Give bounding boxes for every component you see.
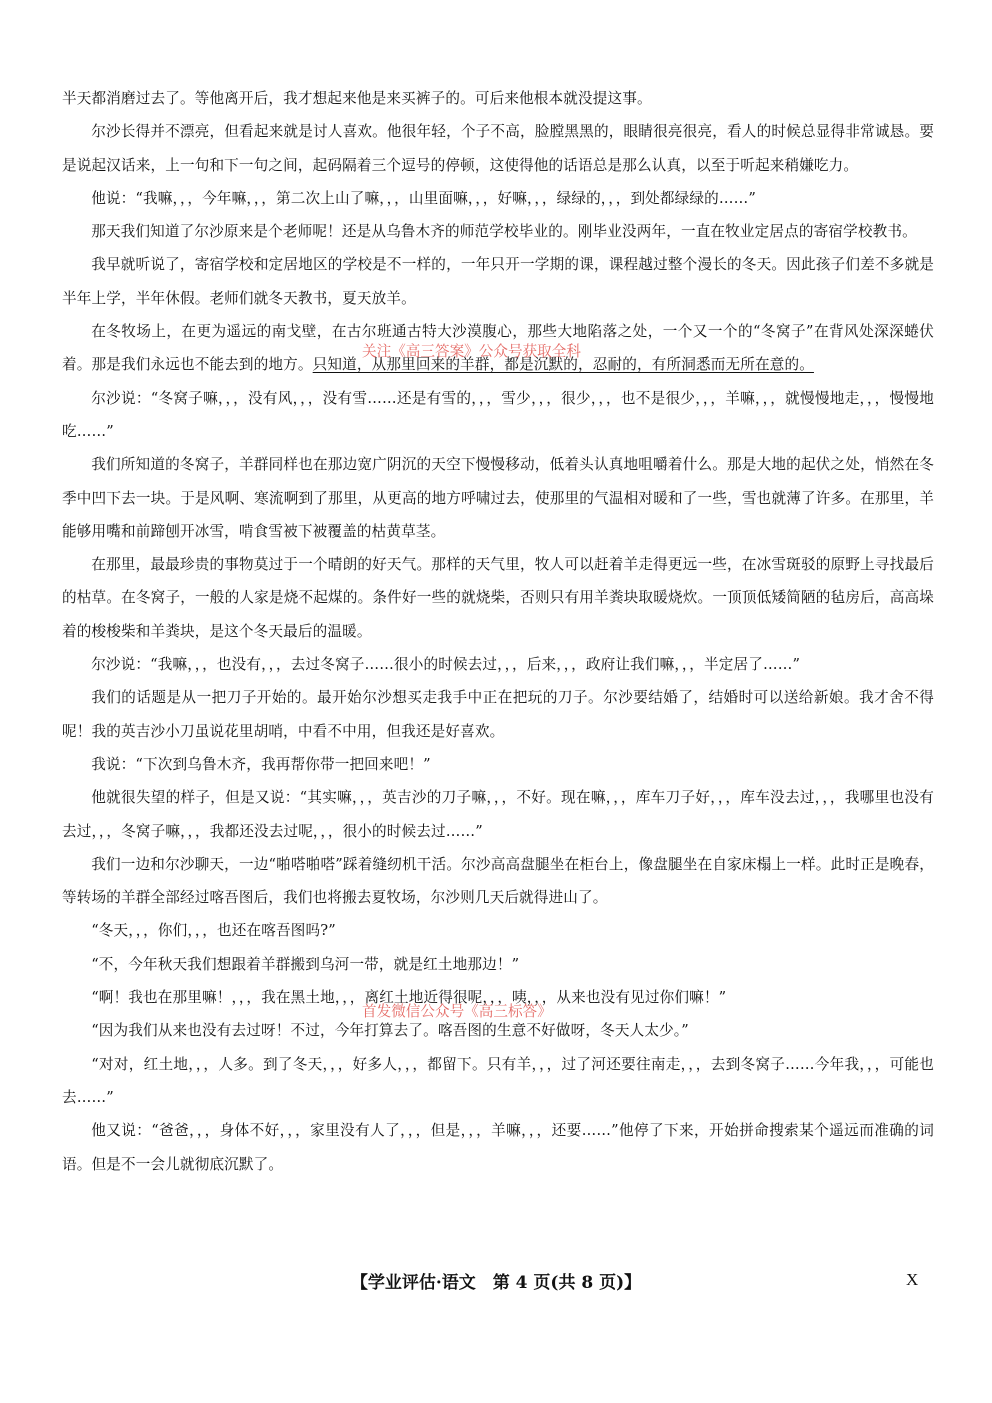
- paragraph-text: 半天都消磨过去了。等他离开后，我才想起来他是来买裤子的。可后来他根本就没提这事。: [62, 90, 652, 107]
- paragraph-text: 我们的话题是从一把刀子开始的。最开始尔沙想买走我手中正在把玩的刀子。尔沙要结婚了，结婚时可以送给新娘。我才舍不得呢！我的英吉沙小刀虽说花里胡哨，中看不中用，但我还是好喜欢。: [62, 689, 934, 740]
- paragraph: [62, 382, 934, 449]
- paragraph: [62, 1014, 934, 1047]
- page-footer: 【学业评估·语文 第 4 页(共 8 页)】: [350, 1273, 642, 1293]
- footer-mark: X: [906, 1270, 919, 1289]
- paragraph: [62, 215, 934, 248]
- paragraph: [62, 315, 934, 382]
- paragraph: [62, 1114, 934, 1181]
- paragraph-text: “因为我们从来也没有去过呀！不过，今年打算去了。喀吾图的生意不好做呀，冬天人太少。”: [91, 1022, 689, 1040]
- paragraph-text: 尔沙说：“冬窝子嘛，，，没有风，，，没有雪……还是有雪的，，，雪少，，，很少，，，也不是很少，，，羊嘛，，，就慢慢地走，，，慢慢地吃……”: [62, 389, 934, 440]
- paragraph-text: 我们一边和尔沙聊天，一边“啪嗒啪嗒”踩着缝纫机干活。尔沙高高盘腿坐在柜台上，像盘腿坐在自家床榻上一样。此时正是晚春，等转场的羊群全部经过喀吾图后，我们也将搬去夏牧场，尔沙则几天后就得进山了。: [62, 855, 934, 907]
- paragraph-text: 我早就听说了，寄宿学校和定居地区的学校是不一样的，一年只开一学期的课，课程越过整个漫长的冬天。因此孩子们差不多就是半年上学，半年休假。老师们就冬天教书，夏天放羊。: [62, 256, 934, 307]
- paragraph-text: 他说：“我嘛，，，今年嘛，，，第二次上山了嘛，，，山里面嘛，，，好嘛，，，绿绿的，，，到处都绿绿的……”: [91, 189, 757, 207]
- paragraph-text: 在那里，最最珍贵的事物莫过于一个晴朗的好天气。那样的天气里，牧人可以赶着羊走得更远一些，在冰雪斑驳的原野上寻找最后的枯草。在冬窝子，一般的人家是烧不起煤的。条件好一些的就烧柴，否则只有用羊粪块取暖烧炊。一顶顶低矮简陋的毡房后，高高垛着的梭梭柴和羊粪块，是这个冬天最后的温暖。: [62, 556, 934, 640]
- paragraph-text: 他又说：“爸爸，，，身体不好，，，家里没有人了，，，但是，，，羊嘛，，，还要……”他停了下来，开始拼命搜索某个遥远而准确的词语。但是不一会儿就彻底沉默了。: [62, 1122, 934, 1173]
- page-body: [62, 82, 934, 1181]
- paragraph: [62, 681, 934, 748]
- paragraph-text: 尔沙说：“我嘛，，，也没有，，，去过冬窝子……很小的时候去过，，，后来，，，政府让我们嘛，，，半定居了……”: [91, 656, 801, 674]
- paragraph-text: 我们所知道的冬窝子，羊群同样也在那边宽广阴沉的天空下慢慢移动，低着头认真地咀嚼着什么。那是大地的起伏之处，悄然在冬季中凹下去一块。于是风啊、寒流啊到了那里，从更高的地方呼啸过去，使那里的气温相对暖和了一些，雪也就薄了许多。在那里，羊能够用嘴和前蹄刨开冰雪，啃食雪被下被覆盖的枯黄草茎。: [62, 456, 934, 540]
- paragraph: [62, 548, 934, 648]
- paragraph-text: “不，今年秋天我们想跟着羊群搬到乌河一带，就是红土地那边！”: [91, 955, 520, 973]
- watermark-middle: 首发微信公众号《高三标答》: [362, 1003, 552, 1020]
- underlined-sentence: 只知道，从那里回来的羊群，都是沉默的，忍耐的，有所洞悉而无所在意的。: [312, 356, 814, 374]
- paragraph: [62, 781, 934, 848]
- watermark-top: 关注《高三答案》公众号获取全科: [362, 343, 581, 360]
- paragraph: [62, 914, 934, 947]
- paragraph-text: “冬天，，，你们，，，也还在喀吾图吗?”: [91, 922, 336, 940]
- paragraph-text: 在冬牧场上，在更为遥远的南戈壁，在古尔班通古特大沙漠腹心，那些大地陷落之处，一个又一个的“冬窝子”在背风处深深蜷伏着。那是我们永远也不能去到的地方。: [62, 323, 934, 374]
- paragraph: [62, 248, 934, 315]
- paragraph-text: 那天我们知道了尔沙原来是个老师呢！还是从乌鲁木齐的师范学校毕业的。刚毕业没两年，一直在牧业定居点的寄宿学校教书。: [91, 223, 917, 241]
- paragraph: [62, 981, 934, 1014]
- paragraph: [62, 448, 934, 548]
- paragraph-text: “啊！我也在那里嘛！，，，我在黑土地，，，离红土地近得很呢，，，咦，，，从来也没有见过你们嘛！”: [91, 989, 727, 1007]
- paragraph: [62, 82, 934, 115]
- paragraph-text: 他就很失望的样子，但是又说：“其实嘛，，，英吉沙的刀子嘛，，，不好。现在嘛，，，库车刀子好，，，库车没去过，，，我哪里也没有去过，，，冬窝子嘛，，，我都还没去过呢，，，很小的时候去过……”: [62, 789, 934, 840]
- paragraph: [62, 115, 934, 182]
- paragraph: [62, 648, 934, 681]
- paragraph-text: 尔沙长得并不漂亮，但看起来就是讨人喜欢。他很年轻，个子不高，脸膛黑黑的，眼睛很亮很亮，看人的时候总显得非常诚恳。要是说起汉话来，上一句和下一句之间，起码隔着三个逗号的停顿，这使得他的话语总是那么认真，以至于听起来稍嫌吃力。: [62, 123, 934, 174]
- paragraph-text: “对对，红土地，，，人多。到了冬天，，，好多人，，，都留下。只有羊，，，过了河还要往南走，，，去到冬窝子……今年我，，，可能也去……”: [62, 1055, 934, 1106]
- paragraph: [62, 182, 934, 215]
- paragraph-text: 我说：“下次到乌鲁木齐，我再帮你带一把回来吧！”: [91, 755, 431, 773]
- paragraph: [62, 948, 934, 981]
- paragraph: [62, 748, 934, 781]
- paragraph: [62, 1048, 934, 1115]
- paragraph: [62, 848, 934, 915]
